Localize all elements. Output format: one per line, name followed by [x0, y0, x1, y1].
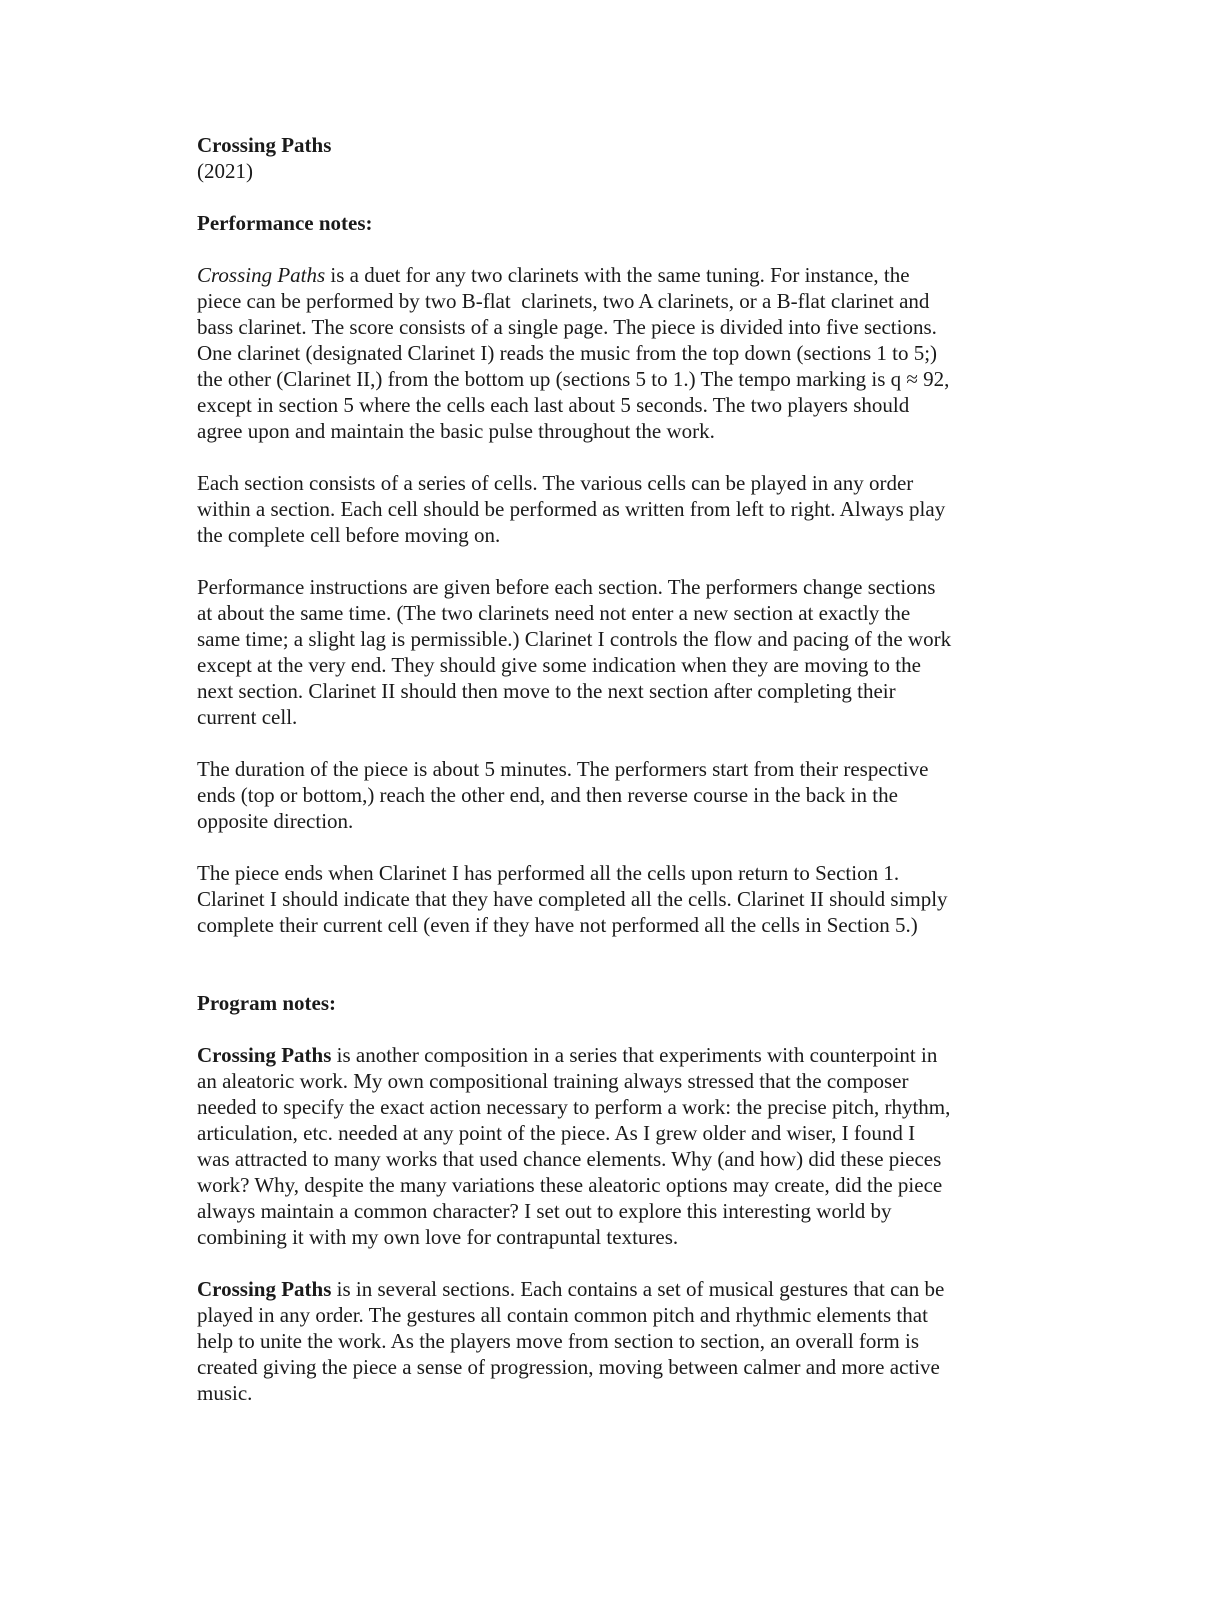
text-run: next section. Clarinet II should then move to the next section after completing their [197, 679, 896, 703]
text-run: help to unite the work. As the players move from section to section, an overall form is [197, 1329, 919, 1353]
text-run: bass clarinet. The score consists of a single page. The piece is divided into five sections. [197, 315, 937, 339]
text-run: always maintain a common character? I set out to explore this interesting world by [197, 1199, 892, 1223]
text-run: (2021) [197, 159, 253, 183]
text-run: except in section 5 where the cells each last about 5 seconds. The two players should [197, 393, 910, 417]
paragraph-cells [197, 470, 1057, 548]
text-run: Program notes: [197, 991, 336, 1015]
text-run: The duration of the piece is about 5 minutes. The performers start from their respective [197, 757, 929, 781]
text-line [197, 704, 1057, 730]
text-line [197, 340, 1057, 366]
text-line [197, 600, 1057, 626]
text-run: articulation, etc. needed at any point of the piece. As I grew older and wiser, I found I [197, 1121, 916, 1145]
text-run: same time; a slight lag is permissible.) Clarinet I controls the flow and pacing of the work [197, 627, 952, 651]
text-line [197, 470, 1057, 496]
text-run: is another composition in a series that experiments with counterpoint in [331, 1043, 938, 1067]
text-line [197, 288, 1057, 314]
text-line [197, 912, 1057, 938]
text-line [197, 574, 1057, 600]
text-line [197, 990, 1057, 1016]
text-line [197, 1068, 1057, 1094]
text-line [197, 678, 1057, 704]
paragraph-ending [197, 860, 1057, 938]
text-run: The piece ends when Clarinet I has performed all the cells upon return to Section 1. [197, 861, 900, 885]
heading-program-notes [197, 990, 1057, 1016]
text-line [197, 1120, 1057, 1146]
heading-performance-notes [197, 210, 1057, 236]
text-run: opposite direction. [197, 809, 354, 833]
text-line [197, 1172, 1057, 1198]
text-run: combining it with my own love for contrapuntal textures. [197, 1225, 679, 1249]
text-line [197, 782, 1057, 808]
text-line [197, 132, 1057, 158]
text-line [197, 262, 1057, 288]
text-line [197, 1094, 1057, 1120]
text-line [197, 210, 1057, 236]
text-line [197, 886, 1057, 912]
text-run: at about the same time. (The two clarinets need not enter a new section at exactly the [197, 601, 911, 625]
text-run: Crossing Paths [197, 1277, 332, 1301]
paragraph-instructions [197, 574, 1057, 730]
text-line [197, 1198, 1057, 1224]
text-run: played in any order. The gestures all contain common pitch and rhythmic elements that [197, 1303, 928, 1327]
text-run: music. [197, 1381, 253, 1405]
text-line [197, 626, 1057, 652]
text-run: within a section. Each cell should be performed as written from left to right. Always play [197, 497, 946, 521]
text-line [197, 1328, 1057, 1354]
text-line [197, 392, 1057, 418]
paragraph-sections-form [197, 1276, 1057, 1406]
text-run: Clarinet I should indicate that they have completed all the cells. Clarinet II should simply [197, 887, 948, 911]
text-run: complete their current cell (even if they have not performed all the cells in Section 5.) [197, 913, 918, 937]
text-run: Crossing Paths [197, 1043, 332, 1067]
text-run: is a duet for any two clarinets with the same tuning. For instance, the [325, 263, 910, 287]
text-run: needed to specify the exact action necessary to perform a work: the precise pitch, rhythm, [197, 1095, 951, 1119]
text-run: Performance notes: [197, 211, 373, 235]
text-run: created giving the piece a sense of progression, moving between calmer and more active [197, 1355, 940, 1379]
paragraph-duration [197, 756, 1057, 834]
text-line [197, 808, 1057, 834]
text-run: Crossing Paths [197, 133, 332, 157]
text-run: was attracted to many works that used chance elements. Why (and how) did these pieces [197, 1147, 942, 1171]
text-line [197, 1354, 1057, 1380]
text-line [197, 756, 1057, 782]
text-line [197, 1380, 1057, 1406]
text-line [197, 314, 1057, 340]
text-run: except at the very end. They should give some indication when they are moving to the [197, 653, 921, 677]
paragraph-counterpoint [197, 1042, 1057, 1250]
text-run: agree upon and maintain the basic pulse throughout the work. [197, 419, 715, 443]
text-run: One clarinet (designated Clarinet I) reads the music from the top down (sections 1 to 5;) [197, 341, 938, 365]
text-line [197, 1276, 1057, 1302]
text-run: Crossing Paths [197, 263, 326, 287]
text-run: work? Why, despite the many variations these aleatoric options may create, did the piece [197, 1173, 943, 1197]
text-line [197, 158, 1057, 184]
document-content [197, 132, 1057, 1406]
text-line [197, 860, 1057, 886]
text-line [197, 1302, 1057, 1328]
text-run: Each section consists of a series of cells. The various cells can be played in any order [197, 471, 914, 495]
text-line [197, 1224, 1057, 1250]
text-run: an aleatoric work. My own compositional training always stressed that the composer [197, 1069, 909, 1093]
paragraph-duet-description [197, 262, 1057, 444]
text-line [197, 366, 1057, 392]
text-run: is in several sections. Each contains a set of musical gestures that can be [331, 1277, 945, 1301]
title-block [197, 132, 1057, 184]
text-run: piece can be performed by two B-flat clarinets, two A clarinets, or a B-flat clarinet and [197, 289, 930, 313]
text-line [197, 1042, 1057, 1068]
text-line [197, 418, 1057, 444]
text-run: Performance instructions are given before each section. The performers change sections [197, 575, 936, 599]
text-run: current cell. [197, 705, 298, 729]
text-run: ends (top or bottom,) reach the other end, and then reverse course in the back in the [197, 783, 898, 807]
text-line [197, 1146, 1057, 1172]
text-line [197, 522, 1057, 548]
text-run: the complete cell before moving on. [197, 523, 501, 547]
text-run: the other (Clarinet II,) from the bottom up (sections 5 to 1.) The tempo marking is q ≈ 92, [197, 367, 950, 391]
text-line [197, 496, 1057, 522]
text-line [197, 652, 1057, 678]
